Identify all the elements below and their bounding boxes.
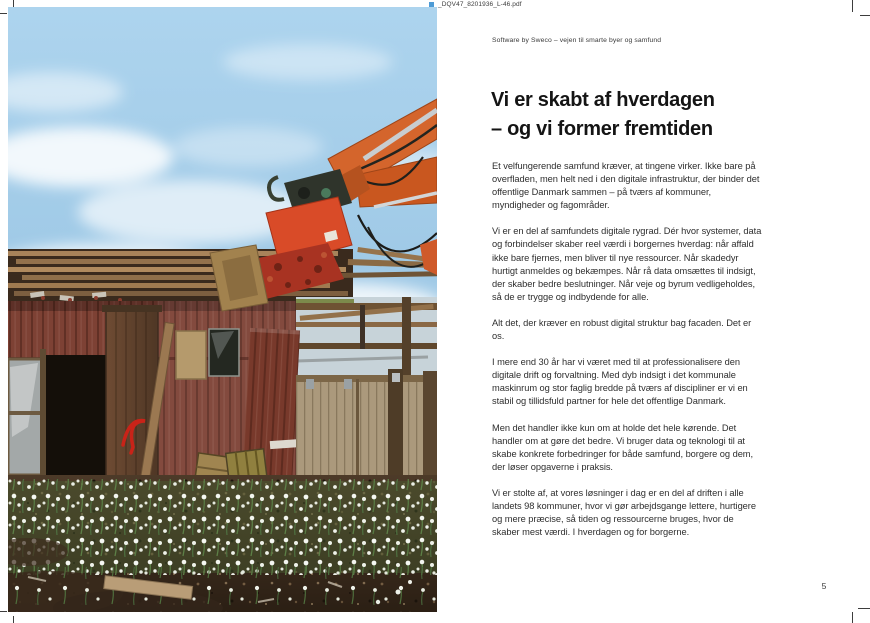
crop-mark-top-left-h bbox=[0, 13, 7, 14]
crop-mark-bottom-left-h bbox=[0, 611, 7, 612]
page-kicker: Software by Sweco – vejen til smarte byer og samfund bbox=[492, 37, 662, 44]
demolition-photo bbox=[8, 7, 437, 612]
page-number: 5 bbox=[821, 581, 827, 591]
paragraph-3: Alt det, der kræver en robust digital struktur bag facaden. Det er os. bbox=[492, 317, 752, 342]
paragraph-2: Vi er en del af samfundets digitale rygrad. Dér hvor systemer, data og forbindelser skaber reel værdi i borgernes hverdag: når affald ikke bare fjernes, men bliver til nye ressourcer. Når skadedyr hurtigt anmeldes og bekæmpes. Når rå data omsættes til indsigt, der skaber bedre beslutninger. Når veje og byrum vedligeholdes, så de er trygge og indbydende for alle. bbox=[492, 226, 762, 302]
paragraph-6: Vi er stolte af, at vores løsninger i dag er en del af driften i alle landets 98 kommuner, hvor vi gør arbejdsgange lettere, hurtigere og mere præcise, så tiden og ressourcerne bruges, hvor de skaber mest værdi. I hverdagen og for borgerne. bbox=[492, 487, 756, 538]
paragraph-4: I mere end 30 år har vi været med til at professionalisere den digitale drift og forvaltning. Med dyb indsigt i det kommunale maskinrum og stor faglig bredde på tværs af discipliner er vi en stabil og tillidsfuld partner for hele det offentlige Danmark. bbox=[492, 357, 748, 407]
crop-mark-bottom-right-v bbox=[852, 612, 853, 623]
page-title-line-1: Vi er skabt af hverdagen bbox=[491, 89, 715, 111]
crop-mark-top-left-v bbox=[13, 0, 14, 7]
page-title-line-2: – og vi former fremtiden bbox=[491, 118, 713, 140]
crop-mark-top-right-v bbox=[852, 0, 853, 12]
body-text-column bbox=[492, 160, 762, 552]
crop-mark-top-right-h bbox=[860, 15, 870, 16]
crop-mark-bottom-left-v bbox=[13, 616, 14, 623]
pdf-filename: _DQV47_8201936_L-46.pdf bbox=[438, 1, 522, 8]
paragraph-1: Et velfungerende samfund kræver, at tingene virker. Ikke bare på overfladen, men helt ned i den digitale infrastruktur, der binder det offentlige Danmark sammen – på tværs af kommuner, myndigheder og fagområder. bbox=[492, 161, 760, 211]
crop-mark-bottom-right-h bbox=[858, 608, 870, 609]
paragraph-5: Men det handler ikke kun om at holde det hele kørende. Det handler om at gøre det bedre. Vi bruger data og teknologi til at skabe konkrete forbedringer for både samfund, borgere og dem, der løser opgaverne i praksis. bbox=[492, 422, 754, 472]
page-title bbox=[491, 86, 715, 144]
